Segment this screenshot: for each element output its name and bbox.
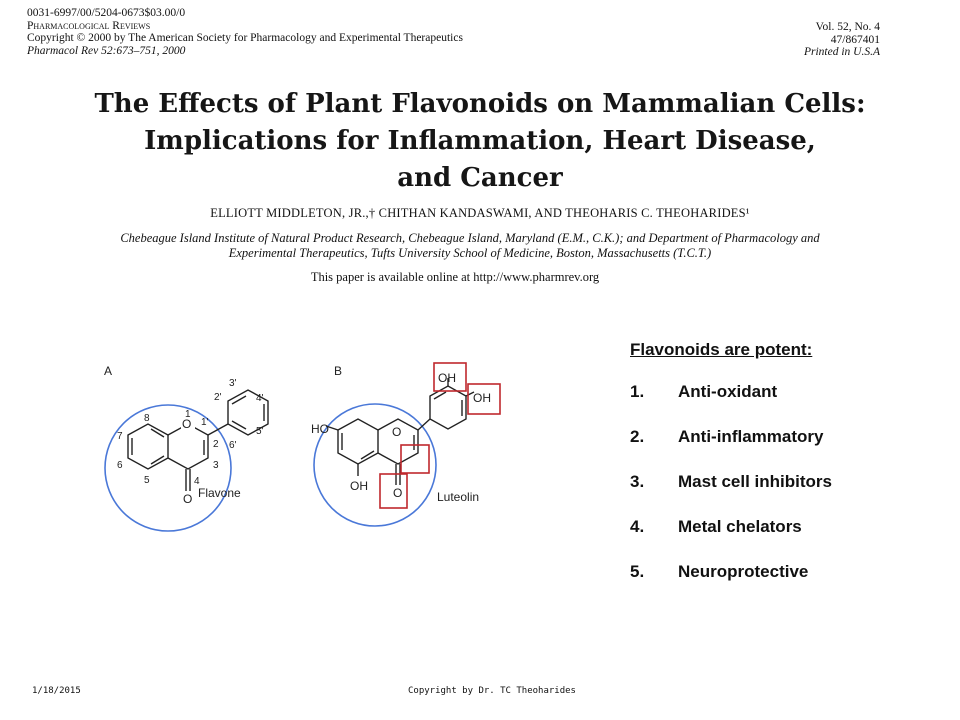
list-item-number: 3.: [630, 472, 645, 491]
list-item-text: Neuroprotective: [678, 562, 809, 581]
list-item-text: Metal chelators: [678, 517, 802, 536]
list-item: [630, 382, 777, 402]
list-item: [630, 562, 808, 582]
journal-id: 47/867401: [830, 33, 880, 46]
ring-oxygen: O: [182, 417, 192, 431]
list-item-number: 2.: [630, 427, 645, 446]
atom-number-5-prime: 5': [256, 426, 264, 437]
atom-number-4: 4: [194, 476, 200, 487]
atom-number-2-prime: 2': [214, 392, 222, 403]
panel-b-label: B: [334, 364, 343, 378]
panel-a-label: A: [104, 364, 113, 378]
luteolin-ring-oxygen: O: [392, 425, 402, 439]
atom-number-3: 3: [213, 460, 219, 471]
atom-number-7: 7: [117, 431, 123, 442]
list-item-number: 1.: [630, 382, 645, 401]
atom-number-6-prime: 6': [229, 440, 237, 451]
atom-number-4-prime: 4': [256, 393, 264, 404]
list-item: [630, 517, 802, 537]
journal-printed: Printed in U.S.A: [803, 46, 880, 58]
highlight-box-c2c3: [401, 445, 429, 473]
atom-number-3-prime: 3': [229, 378, 237, 389]
potent-list-title: Flavonoids are potent:: [630, 340, 813, 359]
list-item-number: 4.: [630, 517, 645, 536]
atom-number-2: 2: [213, 439, 219, 450]
atom-number-1-prime: 1': [201, 417, 209, 428]
journal-header-left: [27, 7, 463, 57]
carbonyl-oxygen: O: [183, 492, 193, 506]
affiliation-line: Experimental Therapeutics, Tufts University School of Medicine, Boston, Massachusetts (T.C.T.): [228, 246, 712, 260]
list-item-text: Mast cell inhibitors: [678, 472, 832, 491]
journal-code: 0031-6997/00/5204-0673$03.00/0: [27, 7, 186, 19]
paper-title: [20, 86, 940, 197]
title-line: The Effects of Plant Flavonoids on Mammalian Cells:: [94, 89, 866, 119]
atom-number-1: 1: [185, 409, 191, 420]
journal-header-right: [804, 21, 880, 59]
atom-number-6: 6: [117, 460, 123, 471]
title-line: Implications for Inflammation, Heart Disease,: [144, 126, 816, 156]
list-item-text: Anti-oxidant: [678, 382, 778, 401]
online-note: This paper is available online at http://www.pharmrev.org: [310, 270, 600, 284]
affiliation-line: Chebeague Island Institute of Natural Product Research, Chebeague Island, Maryland (E.M., C.K.); and Department of Pharmacology and: [120, 231, 820, 245]
journal-volume: Vol. 52, No. 4: [815, 21, 880, 33]
list-item: [630, 427, 823, 447]
journal-citation: Pharmacol Rev 52:673–751, 2000: [27, 44, 186, 57]
flavone-label: Flavone: [198, 486, 241, 500]
journal-name: Pharmacological Reviews: [27, 19, 151, 32]
atom-number-5: 5: [144, 475, 150, 486]
list-item: [630, 472, 832, 492]
luteolin-carbonyl-oxygen: O: [393, 486, 403, 500]
slide-copyright: Copyright by Dr. TC Theoharides: [408, 686, 576, 696]
hydroxyl-4-prime: OH: [473, 391, 491, 405]
flavonoid-structure-figure: [80, 350, 520, 540]
list-item-number: 5.: [630, 562, 645, 581]
list-item-text: Anti-inflammatory: [678, 427, 824, 446]
paper-authors: ELLIOTT MIDDLETON, JR.,† CHITHAN KANDASWAMI, AND THEOHARIS C. THEOHARIDES¹: [210, 206, 750, 220]
hydroxyl-7: HO: [311, 422, 329, 436]
panel-b-circle: [314, 404, 436, 526]
title-line: and Cancer: [397, 163, 563, 193]
paper-affiliation: [20, 231, 920, 261]
luteolin-label: Luteolin: [437, 490, 480, 504]
slide-date: 1/18/2015: [32, 686, 81, 696]
atom-number-8: 8: [144, 413, 150, 424]
journal-copyright: Copyright © 2000 by The American Society for Pharmacology and Experimental Therapeutics: [27, 32, 463, 44]
hydroxyl-5: OH: [350, 479, 368, 493]
hydroxyl-3-prime: OH: [438, 371, 456, 385]
